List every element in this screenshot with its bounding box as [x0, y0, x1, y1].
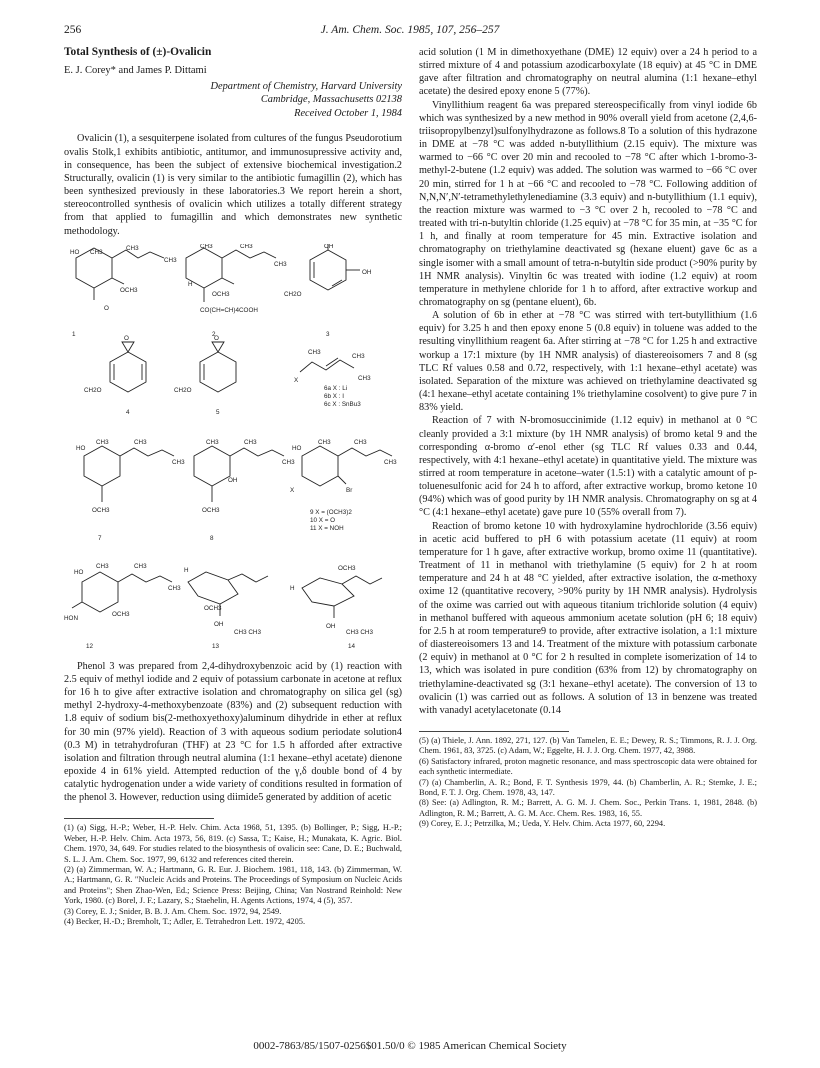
footnotes-right [419, 736, 757, 830]
footnote-divider-right [419, 731, 569, 732]
structure-label-13: 13 [212, 642, 220, 650]
label-14-h: H [290, 584, 295, 592]
acid-paragraph: acid solution (1 M in dimethoxyethane (DME) 12 equiv) over a 24 h period to a stirred mixture of 4 and potassium azodicarboxylate (18 equiv) at 45 °C in DME gave after filtration and chromatography on neutral alumina (1:1 hexane–ethyl acetate) the desired epoxy enone 5 (77%). [419, 47, 757, 98]
structure-7-bonds [84, 446, 174, 502]
label-8-oh: OH [228, 476, 238, 484]
structure-label-6b: 6b X : I [324, 392, 344, 400]
structure-5-bonds [200, 342, 236, 392]
label-7-ch3: CH3 [96, 438, 109, 446]
structure-4-bonds [110, 342, 146, 392]
structure-9-labels [290, 439, 397, 494]
structure-5-labels [174, 335, 219, 394]
structures-drawing [64, 244, 402, 655]
vinyllithium-paragraph: Vinyllithium reagent 6a was prepared stereospecifically from vinyl iodide 6b which was synthesized by a new method in 90% overall yield from acetone (2,4,6-triisopropylbenzyl)sulfonylhydrazone as follows.8 To a solution of this hydrazone in DME at −78 °C was added n-butyllithium (2.15 equiv). The mixture was warmed to −66 °C over 20 min and recooled to −78 °C after which 1-bromo-3-methyl-2-butene (1.2 equiv) was added. The solution was warmed to −66 °C over 20 min, stirred for 1 h at −66 °C and recooled to −78 °C. Following addition of N,N,N′,N′-tetramethylethylenediamine (3.3 equiv) and n-butyllithium (1.1 equiv), the reaction mixture was warmed to −3 °C over 2 h, recooled to −78 °C and treated with tri-n-butyltin chloride (1.25 equiv) at −78 °C for 35 min, at −35 °C for 1 h, and finally at room temperature for 45 min. Extractive isolation and chromatography on triethylamine deactivated sg (hexane eluent) gave 6c as a single isomer with a small amount of tetra-n-butyltin side product (>90% purity by 1H NMR analysis). Vinyltin 6c was treated with iodine (1.2 equiv) at room temperature in methylene chloride for 1 h to afford, after extractive workup and chromatography on sg (pentane eluent), 6b. [419, 99, 757, 308]
structure-14-bonds [302, 576, 382, 618]
footnote-4: (4) Becker, H.-D.; Bremholt, T.; Adler, E. Tetrahedron Lett. 1972, 4205. [64, 917, 306, 927]
label-4-o: O [124, 334, 129, 342]
label-2-ch3c: CH3 [274, 260, 287, 268]
label-1-ch3: CH3 [90, 248, 103, 256]
structure-1-labels [70, 245, 177, 312]
received-date: Received October 1, 1984 [294, 108, 402, 120]
chemical-structures-figure [64, 244, 402, 655]
label-12-ch3c: CH3 [168, 584, 181, 592]
structure-13-bonds [188, 572, 268, 616]
journal-citation: J. Am. Chem. Soc. 1985, 107, 256–257 [320, 24, 500, 36]
label-2-ch3b: CH3 [240, 243, 253, 250]
article-title: Total Synthesis of (±)-Ovalicin [64, 46, 212, 58]
label-6-ch3: CH3 [308, 348, 321, 356]
bromo-ketone-paragraph: Reaction of bromo ketone 10 with hydroxylamine hydrochloride (3.56 equiv) in acetic acid buffered to pH 6 with potassium acetate (11 equiv) at room temperature for 1 h gave, after extractive workup, bromo oxime 11 (quantitative). Treatment of 11 in methanol with triethylamine (5 equiv) for 2 h at room temperature and 24 h at 48 °C yielded, after extractive isolation, the α-methoxy oxime 12 (quantitative recovery, >90% purity by 1H NMR analysis). Hydrolysis of the oxime was carried out with aqueous titanium trichloride solution (4 equiv) in methanol buffered with aqueous ammonium acetate solution (pH 6; 18 equiv) for 2.5 h at room temperature9 to provide, after extractive isolation, a 1:1 mixture of diastereoisomers 13 and 14. Treatment of the mixture with potassium carbonate (2 equiv) in methanol at 0 °C for 2 h resulted in complete isomerization of 14 to 13, which was isolated in pure condition (63% from 12) by chromatography on triethylamine-deactivated sg (3:1 hexane–ethyl acetate). The conversion of 13 to ovalicin (1) was carried out as follows. A solution of 13 in benzene was treated with vanadyl acetylacetonate (0.14 [419, 520, 757, 716]
footnote-1: (1) (a) Sigg, H.-P.; Weber, H.-P. Helv. Chim. Acta 1968, 51, 1395. (b) Bollinger, P.; Sigg, H.-P.; Weber, H.-P. Helv. Chim. Acta 1973, 56, 819. (c) Sassa, T.; Kaise, H.; Munakata, K. Agric. Biol. Chem. 1970, 34, 649. For studies related to the biosynthesis of ovalicin see: Cane, D. E.; Buchwald, S. L. J. Am. Chem. Soc. 1977, 99, 6132 and references cited therein. [64, 823, 402, 864]
label-7-och3: OCH3 [92, 506, 110, 514]
label-1-ch3c: CH3 [164, 256, 177, 264]
label-14-oh: OH [326, 622, 336, 630]
solution-paragraph: A solution of 6b in ether at −78 °C was stirred with tert-butyllithium (1.6 equiv) for 3.25 h and then epoxy enone 5 (0.8 equiv) in toluene was added to the resulting vinyllithium reagent 6a. After stirring at −78 °C for 1.25 h and extractive workup a 17:1 mixture (by 1H NMR analysis) of diastereoisomers 7 and 8 (sg TLC Rf values 0.58 and 0.72, respectively, with 1:1 hexane–ethyl acetate) was isolated. Separation of the mixture was achieved on triethylamine deactivated sg (4:1 hexane–ethyl acetate containing 1% triethylamine cosolvent) to give pure 7 in 83% yield. [419, 310, 757, 414]
label-9-br: Br [346, 486, 353, 494]
label-9-ch3: CH3 [318, 438, 331, 446]
label-2-ch3: CH3 [200, 243, 213, 250]
label-9-ch3c: CH3 [384, 458, 397, 466]
label-5-o: O [214, 334, 219, 342]
structure-label-12: 12 [86, 642, 94, 650]
footnotes-left [64, 823, 402, 927]
label-13-oh: OH [214, 620, 224, 628]
label-7-ch3b: CH3 [134, 438, 147, 446]
label-8-ch3b: CH3 [244, 438, 257, 446]
structure-label-14: 14 [348, 642, 356, 650]
label-8-och3: OCH3 [202, 506, 220, 514]
label-7-ho: HO [76, 444, 86, 452]
footnote-5: (5) (a) Thiele, J. Ann. 1892, 271, 127. (b) Van Tamelen, E. E.; Dewey, R. S.; Timmons, R. J. J. Org. Chem. 1961, 83, 3725. (c) Adam, W.; Eggelte, H. J. J. Org. Chem. 1977, 42, 3988. [419, 735, 757, 756]
label-1-och3: OCH3 [120, 286, 138, 294]
structure-2-labels [188, 244, 287, 314]
label-12-ch3: CH3 [96, 562, 109, 570]
structure-label-4: 4 [126, 408, 130, 416]
structure-label-5: 5 [216, 408, 220, 416]
structure-3-bonds [310, 244, 360, 290]
structure-label-10: 10 X = O [310, 516, 336, 524]
label-3-oh-b: OH [362, 268, 372, 276]
structure-label-1: 1 [72, 330, 76, 338]
page-header [64, 24, 756, 40]
label-9-x: X [290, 486, 295, 494]
label-4-ch2o: CH2O [84, 386, 102, 394]
label-13-h: H [184, 566, 189, 574]
footnote-8: (8) See: (a) Adlington, R. M.; Barrett, A. G. M. J. Chem. Soc., Perkin Trans. 1, 1981, 2848. (b) Adlington, R. M.; Barrett, A. G. M. Acc. Chem. Res. 1983, 16, 55. [419, 798, 757, 818]
label-12-ho: HO [74, 568, 84, 576]
structure-2-bonds [186, 248, 276, 302]
structure-label-3: 3 [326, 330, 330, 338]
footnote-6: (6) Satisfactory infrared, proton magnetic resonance, and mass spectroscopic data were obtained for each synthetic intermediate. [419, 756, 757, 777]
structure-6-labels [294, 349, 371, 384]
intro-paragraph: Ovalicin (1), a sesquiterpene isolated from cultures of the fungus Pseudorotium ovalis Stolk,1 exhibits antibiotic, antitumor, and immunosupressive activity and, in consequence, has been the subject of extensive biochemical investigation.2 Structurally, ovalicin (1) is very similar to the antibiotic fumagillin (2), which has been synthesized previously in these laboratories.3 We report herein a short, stereocontrolled synthesis of ovalicin which utilizes a totally different strategy from that applied to fumagillin and which demonstrates new synthetic methodology. [64, 133, 402, 237]
structure-6-bonds [300, 358, 354, 372]
page-number: 256 [64, 24, 82, 36]
label-1-ch3b: CH3 [126, 244, 139, 252]
label-6-x: X [294, 376, 299, 384]
label-9-ch3b: CH3 [354, 438, 367, 446]
page-footer: 0002-7863/85/1507-0256$01.50/0 © 1985 American Chemical Society [253, 1040, 567, 1052]
footnote-3: (3) Corey, E. J.; Snider, B. B. J. Am. Chem. Soc. 1972, 94, 2549. [64, 906, 282, 916]
label-8-ch3c: CH3 [282, 458, 295, 466]
reaction-7-paragraph: Reaction of 7 with N-bromosuccinimide (1.12 equiv) in methanol at 0 °C cleanly provided a 3:1 mixture (by 1H NMR analysis) of bromo ketal 9 and the corresponding α-bromo α′-enol ether (sg TLC Rf values 0.33 and 0.44, respectively, with 4:1 hexane–ethyl acetate) in quantitative yield. The mixture was stirred at room temperature in acetone–water (1.5:1) with a catalytic amount of p-toluenesulfonic acid for 24 h to afford, after extractive workup, bromo ketone 10 (94%) which was of good purity by 1H NMR analysis. Chromatography on sg at 4 °C (4:1 hexane–ethyl acetate) gave pure 10 (55% overall from 7). [419, 415, 757, 519]
label-2-och3: OCH3 [212, 290, 230, 298]
affiliation-department: Department of Chemistry, Harvard University [210, 81, 402, 93]
label-2-h: H [188, 280, 193, 288]
structure-14-labels [290, 565, 373, 636]
right-column [419, 46, 757, 830]
structure-label-6c: 6c X : SnBu3 [324, 400, 361, 408]
affiliation-location: Cambridge, Massachusetts 02138 [260, 94, 402, 106]
footnote-2: (2) (a) Zimmerman, W. A.; Hartmann, G. R. Eur. J. Biochem. 1981, 118, 143. (b) Zimmerman, W. A.; Hartmann, G. R. "Nucleic Acids and Proteins. The Proceedings of Symposium on Nucleic Acids and Proteins"; Shen Zhao-Wen, Ed.; Science Press: Beijing, China; Van Nostrand Reinhold: New York, 1980. (c) Borel, J. F.; Lazary, S.; Staehelin, H. Agents Actions, 1974, 4 (5), 357. [64, 865, 402, 906]
label-14-och3: OCH3 [338, 564, 356, 572]
label-8-ch3: CH3 [206, 438, 219, 446]
footnote-divider [64, 818, 214, 819]
structure-8-bonds [194, 446, 284, 502]
left-column [64, 46, 402, 928]
label-5-ch2o: CH2O [174, 386, 192, 394]
label-9-ho: HO [292, 444, 302, 452]
label-12-hon: HON [64, 614, 78, 622]
label-1-ho: HO [70, 248, 80, 256]
label-6-ch3b: CH3 [352, 352, 365, 360]
footnote-7: (7) (a) Chamberlin, A. R.; Bond, F. T. Synthesis 1979, 44. (b) Chamberlin, A. R.; Stemke, J. E.; Bond, F. T. J. Org. Chem. 1978, 43, 147. [419, 777, 757, 797]
structure-label-2: 2 [212, 330, 216, 338]
label-3-oh: OH [324, 243, 334, 250]
label-2-chain: CO(CH=CH)4COOH [200, 306, 258, 314]
structure-label-8: 8 [210, 534, 214, 542]
structure-label-7: 7 [98, 534, 102, 542]
label-14-ch3: CH3 CH3 [346, 628, 373, 636]
footnote-9: (9) Corey, E. J.; Petrzilka, M.; Ueda, Y. Helv. Chim. Acta 1977, 60, 2294. [419, 819, 666, 829]
structure-9-bonds [302, 446, 392, 486]
phenol-paragraph: Phenol 3 was prepared from 2,4-dihydroxybenzoic acid by (1) reaction with 2.5 equiv of methyl iodide and 2 equiv of potassium carbonate in acetone at reflux for 16 h to give after extractive isolation and chromatography on silica gel (sg) methyl 2-hydroxy-4-methoxybenzoate (83%) and (2) subsequent reduction with 1.8 equiv of sodium bis(2-methoxyethoxy)aluminum dihydride in ether at reflux for 30 min (97% yield). Reaction of 3 with aqueous sodium periodate solution4 (0.3 M) in tetrahydrofuran (THF) at 23 °C for 1.5 h afforded after extractive isolation and filtration through neutral alumina (1:1 hexane–ethyl acetate) dienone epoxide 4 in 61% yield. Attempted reduction of the γ,δ double bond of 4 by catalytic hydrogenation under a wide variety of conditions resulted in formation of the phenol 3. However, reduction using diimide5 generated by addition of acetic [64, 660, 402, 804]
label-12-ch3b: CH3 [134, 562, 147, 570]
structure-4-labels [84, 335, 129, 394]
structure-label-9: 9 X = (OCH3)2 [310, 508, 352, 516]
article-authors: E. J. Corey* and James P. Dittami [64, 65, 207, 77]
structure-12-bonds [72, 572, 172, 612]
label-3-ch2o: CH2O [284, 290, 302, 298]
structure-label-11: 11 X = NOH [310, 524, 344, 532]
label-13-och3: OCH3 [204, 604, 222, 612]
label-12-och3: OCH3 [112, 610, 130, 618]
label-7-ch3c: CH3 [172, 458, 185, 466]
label-13-ch3: CH3 CH3 [234, 628, 261, 636]
label-6-ch3c: CH3 [358, 374, 371, 382]
label-1-o: O [104, 304, 109, 312]
structure-label-6a: 6a X : Li [324, 384, 348, 392]
